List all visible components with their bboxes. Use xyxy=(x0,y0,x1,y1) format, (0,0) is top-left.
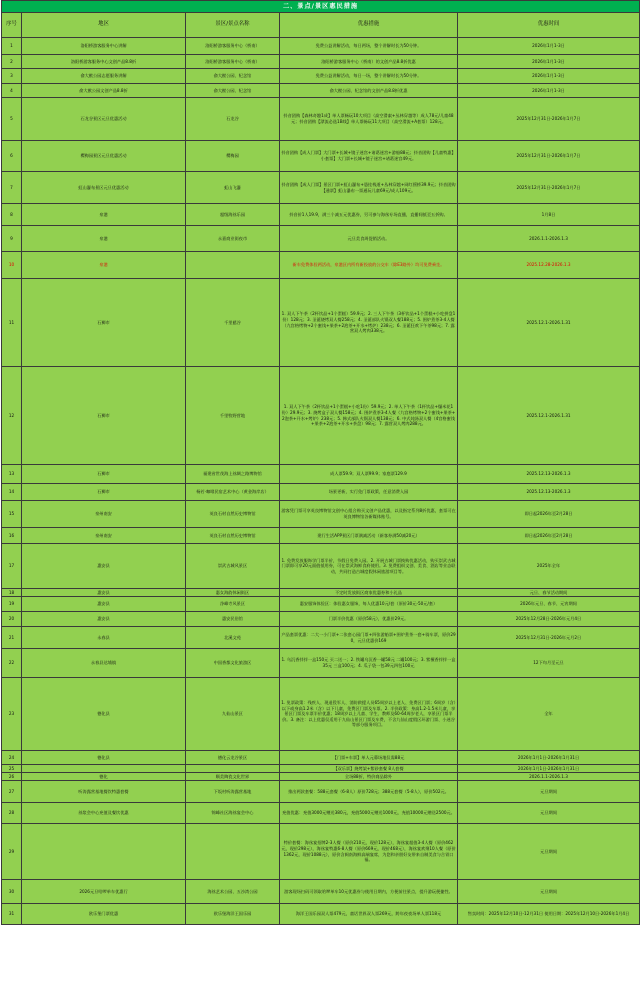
cell-time: 2025.12.1-2026.1.31 xyxy=(458,279,640,367)
cell-region: 泉港 xyxy=(22,252,186,279)
cell-measure: 【门票+车票】单人元幕场地仅需88元 xyxy=(280,751,458,765)
cell-spot: 惠女海韵休闲街区 xyxy=(186,589,280,597)
cell-time: 全年 xyxy=(458,678,640,751)
cell-time: 2025年12月31日-2026年元月2日 xyxy=(458,627,640,649)
cell-measure: 成人票59.9；双人票99.9；家庭票129.9 xyxy=(280,465,458,484)
cell-region: 永春县 xyxy=(22,627,186,649)
cell-region: 俞大猷公园文创产品8.8折 xyxy=(22,84,186,98)
cell-measure: 免费公益讲解活动，每日两场，整个讲解时长为50分钟。 xyxy=(280,38,458,55)
cell-no: 11 xyxy=(2,279,22,367)
cell-time: 2026.1.1-2026.1.3 xyxy=(458,226,640,252)
cell-region: 惠安县 xyxy=(22,589,186,597)
cell-no: 1 xyxy=(2,38,22,55)
table-row xyxy=(2,98,640,141)
cell-measure: 推出两款套餐：588元套餐（6-8人）原价728元；388元套餐（5-8人），原价502元。 xyxy=(280,781,458,803)
table-title: 二、景点/景区惠民措施 xyxy=(2,1,640,13)
cell-spot: 英良石材自然历史博物馆 xyxy=(186,501,280,528)
cell-measure: 1. 免票政策：残疾人、现退役军人、消防救援人员65周岁以上老人、免费区门票；6周岁（含）以下或身高1.2米（含）以下儿童，免费区门票及车票。2. 半价政策：身高1.2-1.5米儿童，享景区门票及车票半价优惠；18周岁以上儿童、学生、教师及60-64周岁老人，享景区门票半价。3. 备注：以上优惠仅适用于九仙山景区门票及车费，不含九仙山度假区环游门票、小迷谷等部分服务项目。 xyxy=(280,678,458,751)
cell-time: 2025年12月31日-2026年1月7日 xyxy=(458,98,640,141)
cell-no: 15 xyxy=(2,501,22,528)
cell-measure: 抖音团购【森林奇趣1成】单人票畅玩10大项目（高空滑索+丛林穿越等）成人78元/儿童48元；抖音团购【漂流必选1B线】单人票畅玩11大项目（高空滑流+A套票）128元。 xyxy=(280,98,458,141)
cell-measure: 1. 免费发放服饰学门票半价，节假日免费入园。2. 开展古城门票换购优惠活动，购买崇武古城门票即可享20元面值抵用券，可在崇武海鲜食府使用。3. 免费组织文创、美食、酒店等业态联动，共同打造古城度假休闲旅游项目等。 xyxy=(280,544,458,589)
cell-spot: 海丝艺术公园、五沙湾公园 xyxy=(186,880,280,904)
header-time: 优惠时间 xyxy=(458,13,640,38)
cell-spot xyxy=(186,765,280,773)
cell-time: 2026年1月1-3日 xyxy=(458,38,640,55)
cell-region: 洛阳桥游客服务中心文创产品8.8折 xyxy=(22,55,186,69)
cell-time: 元旦期间 xyxy=(458,781,640,803)
cell-spot: 顺美陶瓷文化世界 xyxy=(186,773,280,781)
cell-time: 2025年12月28日-2026年元月4日 xyxy=(458,612,640,627)
cell-measure: 1. 乌沉香拌拌一盒150元 买二送一；2. 铁罐乌沉香一罐58元 二罐100元；3. 紫檀香拌拌一盒35元 三盒100元；4. 瓜子袋一包39元四包100元 xyxy=(280,649,458,678)
cell-time: 12下旬月至元旦 xyxy=(458,649,640,678)
table-row xyxy=(2,84,640,98)
table-row xyxy=(2,589,640,597)
cell-spot: 惠安民俗馆 xyxy=(186,612,280,627)
cell-time: 2025年全年 xyxy=(458,544,640,589)
header-region: 地区 xyxy=(22,13,186,38)
table-row xyxy=(2,204,640,226)
cell-time: 2025.12.28-2026.1.3 xyxy=(458,252,640,279)
table-row xyxy=(2,612,640,627)
cell-no: 8 xyxy=(2,204,22,226)
cell-measure: 免费公益讲解活动，每日一场，整个讲解时长为50分钟。 xyxy=(280,69,458,84)
cell-no: 24 xyxy=(2,751,22,765)
cell-no: 4 xyxy=(2,84,22,98)
cell-no: 31 xyxy=(2,904,22,925)
cell-no: 28 xyxy=(2,803,22,824)
cell-region: 石狮市 xyxy=(22,465,186,484)
table-body xyxy=(2,38,640,925)
cell-no: 20 xyxy=(2,612,22,627)
cell-no: 5 xyxy=(2,98,22,141)
cell-spot: 净峰寺风景区 xyxy=(186,597,280,612)
cell-time: 2025年12月31日-2026年1月7日 xyxy=(458,172,640,204)
cell-time: 元旦期间 xyxy=(458,803,640,824)
cell-region: 泉港 xyxy=(22,204,186,226)
cell-no: 29 xyxy=(2,824,22,880)
table-row xyxy=(2,765,640,773)
table-row xyxy=(2,627,640,649)
cell-measure: 游客凭门票可享英良博物馆文创中心组合购买文创产品优惠，以及指定系列8折优惠，套票可在英良博物馆各新媒体账号。 xyxy=(280,501,458,528)
cell-region: 洛阳桥游客服务中心讲解 xyxy=(22,38,186,55)
cell-region: 德化 xyxy=(22,773,186,781)
cell-region: 2026元旦哈啰单车优惠行 xyxy=(22,880,186,904)
cell-spot: 俞大猷公园、纪念馆 xyxy=(186,69,280,84)
table-row xyxy=(2,803,640,824)
cell-time: 2026年元旦、春节、元宵期间 xyxy=(458,597,640,612)
cell-no: 6 xyxy=(2,141,22,172)
cell-spot: 超级海丝乐园 xyxy=(186,204,280,226)
table-row xyxy=(2,367,640,465)
cell-region xyxy=(22,765,186,773)
cell-time: 2026年1月1-3日 xyxy=(458,55,640,69)
cell-region: 欧乐堡门票优惠 xyxy=(22,904,186,925)
cell-spot xyxy=(186,252,280,279)
cell-measure: 1. 双人下午茶（2杯饮品+1个蛋糕+小吃1份）59.9元；2. 单人下午茶（1杯饮品+爆米花1份）29.9元；3. 烧烤盒子双人餐158元；4. 围炉煮茶3-4人餐（九宫格烤物+2个蜜饯+果茶+2泡茶+开水+烤炉）238元；5. 韩式部队火锅双人餐138元；6. 中式炖汤双人餐（4宫格蜜饯+果茶+2泡茶+开水+茶盘）98元；7. 露营双人烤肉288元。 xyxy=(280,367,458,465)
cell-measure: 1. 双人下午茶（2杯饮品+1个蛋糕）59.9元；2. 三人下午茶（3杯饮品+1个蛋糕+小吃拼盘1份）128元；3. 圣诞烧烤双人餐258元；4. 圣诞部队火锅双人餐188元；5. 围炉煮茶3-4人餐（九宫格烤物+2个蜜饯+果茶+2泡茶+开水+烤炉）238元；6. 圣诞狂欢下午茶98元；7. 露营双人烤肉338元。 xyxy=(280,279,458,367)
header-spot: 景区/景点名称 xyxy=(186,13,280,38)
cell-measure: 充值优惠：充值3000元赠送380元，充值5000元赠送1000元，充值10000元赠送2500元。 xyxy=(280,803,458,824)
table-row xyxy=(2,773,640,781)
table-row xyxy=(2,597,640,612)
cell-no: 12 xyxy=(2,367,22,465)
cell-time: 元旦期间 xyxy=(458,824,640,880)
cell-no: 26 xyxy=(2,773,22,781)
cell-measure: 洛阳桥游客服务中心（桥南）的文创产品8.8折优惠 xyxy=(280,55,458,69)
cell-time: 2026年1月1-3日 xyxy=(458,84,640,98)
cell-no: 16 xyxy=(2,528,22,544)
cell-spot: 欧乐堡海洋王国乐园 xyxy=(186,904,280,925)
table-row xyxy=(2,38,640,55)
table-row xyxy=(2,781,640,803)
table-row xyxy=(2,69,640,84)
cell-no: 21 xyxy=(2,627,22,649)
cell-region: 虹山瀑布景区元旦优惠活动 xyxy=(22,172,186,204)
cell-measure: 门票半价优惠（原价58元），优惠价29元。 xyxy=(280,612,458,627)
header-no: 序号 xyxy=(2,13,22,38)
cell-no: 27 xyxy=(2,781,22,803)
table-row xyxy=(2,55,640,69)
cell-region: 石狮市 xyxy=(22,367,186,465)
cell-no: 3 xyxy=(2,69,22,84)
cell-spot: 永嘉商业街夜市 xyxy=(186,226,280,252)
cell-spot: 英良石材自然历史博物馆 xyxy=(186,528,280,544)
cell-time: 元旦、春节活动期间 xyxy=(458,589,640,597)
cell-time: 元旦期间 xyxy=(458,880,640,904)
cell-region: 石狮市 xyxy=(22,484,186,501)
cell-spot: 德化云龙谷景区 xyxy=(186,751,280,765)
cell-spot: 下坂村听涛露营基地 xyxy=(186,781,280,803)
cell-time: 2026年1月1日-2026年1月31日 xyxy=(458,751,640,765)
table-row xyxy=(2,484,640,501)
cell-region: 丝浆会中心充值及餐饮优惠 xyxy=(22,803,186,824)
cell-region: 泉州南安 xyxy=(22,501,186,528)
cell-no: 2 xyxy=(2,55,22,69)
cell-region: 泉州南安 xyxy=(22,528,186,544)
cell-measure: 场景更新，实行免门票政策，任意消费入园 xyxy=(280,484,458,501)
cell-time: 售卖时间：2025年12月10日-12月31日 使用日期：2025年12月10日-2026年1月4日 xyxy=(458,904,640,925)
cell-spot: 石龙谷 xyxy=(186,98,280,141)
cell-spot: 杨若·咖啡民宿艺术中心（黄金海岸店） xyxy=(186,484,280,501)
cell-time: 即日起2026年至2月28日 xyxy=(458,528,640,544)
table-row xyxy=(2,226,640,252)
cell-no: 23 xyxy=(2,678,22,751)
cell-spot: 北溪文苑 xyxy=(186,627,280,649)
cell-spot: 俞大猷公园、纪念馆 xyxy=(186,84,280,98)
table-row xyxy=(2,824,640,880)
cell-spot: 洛阳桥游客服务中心（桥南） xyxy=(186,55,280,69)
cell-measure: 建行生活APP景区门票满减活动（新客券满50减20元） xyxy=(280,528,458,544)
cell-measure: 特价套餐：海丝宴招牌2-3人餐（原价210元，现价128元），海丝宴超值3-4人餐（原价462元，现价298元），海丝宴特惠6-8人餐（原价669元，现价468元），海丝宴欢聚10人餐（原价1362元，现价1088元），原价含闽南海鲜高端宴席，为您和亲朋好友带来自制美食与合胃口福。 xyxy=(280,824,458,880)
cell-measure: 惠安服饰体验区：体验惠女服饰，每人优惠10元/套（原价30元-50元/套） xyxy=(280,597,458,612)
cell-region: 石龙谷景区元旦优惠活动 xyxy=(22,98,186,141)
cell-no: 10 xyxy=(2,252,22,279)
cell-time: 2025.12.13-2026.1.3 xyxy=(458,465,640,484)
cell-no: 13 xyxy=(2,465,22,484)
cell-spot: 樱梅园 xyxy=(186,141,280,172)
cell-spot xyxy=(186,824,280,880)
cell-no: 9 xyxy=(2,226,22,252)
table-row xyxy=(2,528,640,544)
cell-region: 听涛露营基地餐饮特惠套餐 xyxy=(22,781,186,803)
table-row xyxy=(2,501,640,528)
cell-time: 2026年1月1日-2026年1月31日 xyxy=(458,765,640,773)
cell-region: 德化县 xyxy=(22,751,186,765)
cell-measure: 不定时发放街区商家优惠券和小礼品 xyxy=(280,589,458,597)
table-row xyxy=(2,172,640,204)
header-measure: 优惠措施 xyxy=(280,13,458,38)
cell-measure: 游客现场扫码可领取哈啰单车10元优惠券与使用日期内，方便前往景点，提升游玩便捷性。 xyxy=(280,880,458,904)
cell-region: 俞大猷公园志愿服务讲解 xyxy=(22,69,186,84)
cell-region: 樱梅园景区元旦优惠活动 xyxy=(22,141,186,172)
cell-time: 1月8日 xyxy=(458,204,640,226)
table-row xyxy=(2,544,640,589)
cell-measure: 抖音团购【成人门票】景区门票+虹山瀑布+悬挂栈道+丛林穿越+网红摇桥39.9元；抖音团购【通票】虹山瀑布一票通玩儿童69元/成人109元。 xyxy=(280,172,458,204)
cell-measure: 产品套票优惠：二大一小门票+二张套心园门票+四张游船票+围炉煮茶一套+骑车票，原价290，元旦优惠价169 xyxy=(280,627,458,649)
cell-time: 2025.12.13-2026.1.3 xyxy=(458,484,640,501)
cell-spot: 洛阳桥游客服务中心（桥南） xyxy=(186,38,280,55)
cell-region: 惠安县 xyxy=(22,544,186,589)
table-row xyxy=(2,751,640,765)
cell-no: 30 xyxy=(2,880,22,904)
cell-no: 19 xyxy=(2,597,22,612)
cell-spot: 中国香都文化旅游区 xyxy=(186,649,280,678)
cell-spot: 福建省世茂海上丝绸之路博物馆 xyxy=(186,465,280,484)
cell-measure: 【双乐票】烧烤架+紫砂套餐 8人套餐 xyxy=(280,765,458,773)
cell-measure: 海洋王国乐园双人票479元，童话世界双人票269元，跨年夜夜场单人票118元 xyxy=(280,904,458,925)
table-row xyxy=(2,904,640,925)
cell-time: 即日起2026年至2月28日 xyxy=(458,501,640,528)
cell-measure: 全场88折，特价商品除外 xyxy=(280,773,458,781)
cell-no: 17 xyxy=(2,544,22,589)
cell-measure: 元旦美食周促销活动。 xyxy=(280,226,458,252)
cell-spot: 虹山飞瀑 xyxy=(186,172,280,204)
table-row xyxy=(2,678,640,751)
cell-measure: 新车免费体验两活动，泉港区内所有新投放的公交车（除E3路外）均可免费乘坐。 xyxy=(280,252,458,279)
promotions-sheet xyxy=(1,0,639,925)
table-row xyxy=(2,649,640,678)
cell-time: 2026.1.1-2026.1.3 xyxy=(458,773,640,781)
cell-spot: 千里慈谷 xyxy=(186,279,280,367)
promotions-table xyxy=(1,0,640,925)
table-row xyxy=(2,465,640,484)
cell-time: 2025.12.1-2026.1.31 xyxy=(458,367,640,465)
cell-spot: 千里牧野营地 xyxy=(186,367,280,465)
cell-no: 18 xyxy=(2,589,22,597)
cell-region: 泉港 xyxy=(22,226,186,252)
cell-region: 惠安县 xyxy=(22,612,186,627)
cell-region xyxy=(22,824,186,880)
cell-no: 22 xyxy=(2,649,22,678)
cell-region: 德化县 xyxy=(22,678,186,751)
table-row xyxy=(2,279,640,367)
cell-spot: 九仙山景区 xyxy=(186,678,280,751)
table-row xyxy=(2,141,640,172)
cell-spot: 锦峰社区海丝宴会中心 xyxy=(186,803,280,824)
cell-no: 25 xyxy=(2,765,22,773)
cell-measure: 俞大猷公园、纪念馆的文创产品8.8折优惠 xyxy=(280,84,458,98)
cell-measure: 抖音价1人19.9，满三个减五元优惠券，另可参与海丝专场直播，直播间抵至五折购。 xyxy=(280,204,458,226)
table-row xyxy=(2,880,640,904)
cell-region: 石狮市 xyxy=(22,279,186,367)
cell-time: 2025年12月31日-2026年1月7日 xyxy=(458,141,640,172)
table-row xyxy=(2,252,640,279)
cell-spot: 崇武古城风景区 xyxy=(186,544,280,589)
cell-no: 14 xyxy=(2,484,22,501)
cell-measure: 抖音团购【成人门票】大门票+长城+镜子迷宫+诸葛迷宫+游船88元；抖音团购【儿童特惠】小套票】大门票+长城+镜子迷宫+诸葛迷宫49元。 xyxy=(280,141,458,172)
cell-no: 7 xyxy=(2,172,22,204)
cell-region: 永春县达埔镇 xyxy=(22,649,186,678)
cell-time: 2026年1月1-3日 xyxy=(458,69,640,84)
cell-region: 惠安县 xyxy=(22,597,186,612)
